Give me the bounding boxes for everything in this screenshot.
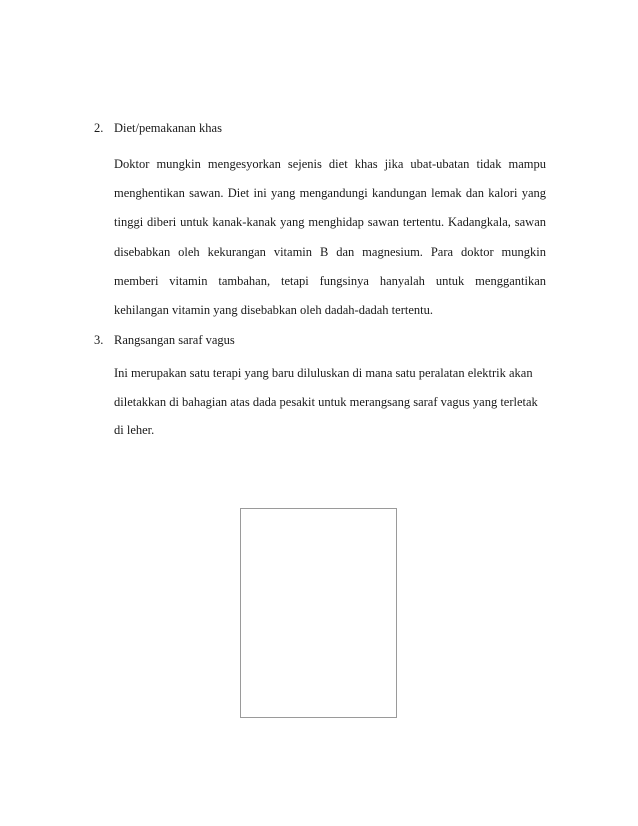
item-heading [94,120,546,136]
image-placeholder-frame [240,508,397,718]
item-body [114,150,546,325]
item-paragraph: Doktor mungkin mengesyorkan sejenis diet khas jika ubat-ubatan tidak mampu menghentikan sawan. Diet ini yang mengandungi kandungan lemak dan kalori yang tinggi diberi untuk kanak-kanak yang menghidap sawan tertentu. Kadangkala, sawan disebabkan oleh kekurangan vitamin B dan magnesium. Para doktor mungkin memberi vitamin tambahan, tetapi fungsinya hanyalah untuk menggantikan kehilangan vitamin yang disebabkan oleh dadah-dadah tertentu. [114,157,546,318]
item-title: Rangsangan saraf vagus [114,333,235,347]
list-item-vagus-nerve [94,332,546,445]
item-number: 2. [94,121,104,135]
item-body [114,359,546,445]
list-item-diet [94,120,546,325]
item-heading [94,332,546,348]
item-paragraph: Ini merupakan satu terapi yang baru diluluskan di mana satu peralatan elektrik akan diletakkan di bahagian atas dada pesakit untuk merangsang saraf vagus yang terletak di leher. [114,366,538,437]
item-title: Diet/pemakanan khas [114,121,222,135]
item-number: 3. [94,333,104,347]
